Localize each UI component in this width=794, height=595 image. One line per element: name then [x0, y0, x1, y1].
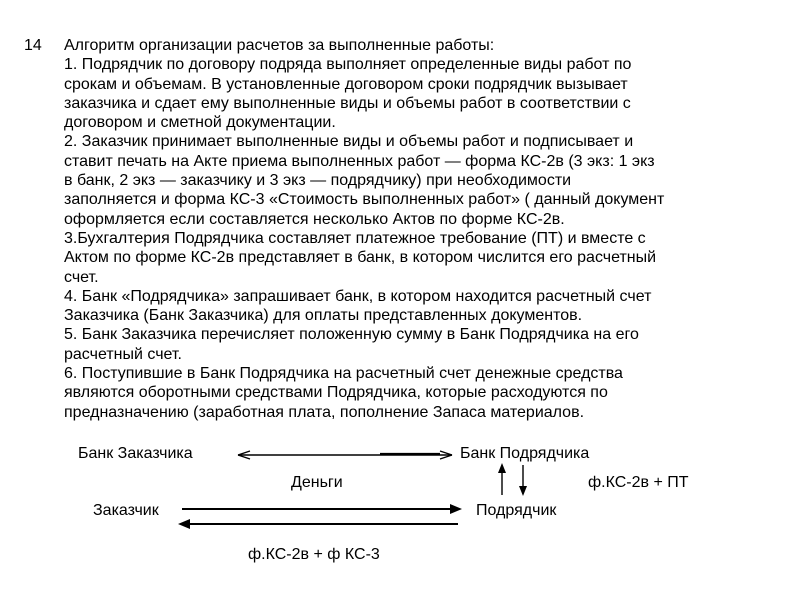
- customer-label: Заказчик: [93, 502, 159, 519]
- docs-to-bank-label: ф.КС-2в + ПТ: [588, 474, 689, 491]
- docs-to-customer-label: ф.КС-2в + ф КС-3: [248, 546, 380, 563]
- text-line: Алгоритм организации расчетов за выполненные работы:: [64, 37, 495, 54]
- customer-contractor-arrow-right: [182, 504, 462, 514]
- money-label: Деньги: [291, 474, 343, 491]
- bank-customer-label: Банк Заказчика: [78, 445, 193, 462]
- customer-contractor-arrow-left: [178, 519, 458, 529]
- text-line: 1. Подрядчик по договору подряда выполняет определенные виды работ по: [64, 56, 632, 74]
- text-line: оформляется если составляется несколько Актов по форме КС-2в.: [64, 210, 565, 228]
- text-line: договором и сметной документации.: [64, 114, 336, 132]
- text-line: срокам и объемам. В установленные договором сроки подрядчик вызывает: [64, 75, 628, 93]
- text-line: 6. Поступившие в Банк Подрядчика на расчетный счет денежные средства: [64, 365, 623, 383]
- slide-number: 14: [24, 37, 42, 54]
- text-line: 3.Бухгалтерия Подрядчика составляет платежное требование (ПТ) и вместе с: [64, 229, 646, 247]
- vertical-arrow-down: [519, 465, 527, 496]
- text-line: ставит печать на Акте приема выполненных работ — форма КС-2в (3 экз: 1 экз: [64, 152, 655, 170]
- text-line: счет.: [64, 268, 99, 286]
- text-line: 4. Банк «Подрядчика» запрашивает банк, в котором находится расчетный счет: [64, 287, 652, 305]
- text-line: расчетный счет.: [64, 345, 182, 363]
- text-line: Заказчика (Банк Заказчика) для оплаты представленных документов.: [64, 307, 583, 325]
- vertical-arrow-up: [498, 463, 506, 495]
- bank-contractor-label: Банк Подрядчика: [460, 445, 590, 462]
- text-line: заказчика и сдает ему выполненные виды и объемы работ в соответствии с: [64, 94, 631, 112]
- text-line: предназначению (заработная плата, пополнение Запаса материалов.: [64, 403, 585, 421]
- text-line: заполняется и форма КС-3 «Стоимость выполненных работ» ( данный документ: [64, 191, 665, 209]
- text-line: 5. Банк Заказчика перечисляет положенную сумму в Банк Подрядчика на его: [64, 326, 639, 344]
- text-line: являются оборотными средствами Подрядчика, которые расходуются по: [64, 384, 608, 402]
- text-line: в банк, 2 экз — заказчику и 3 экз — подрядчику) при необходимости: [64, 172, 572, 190]
- text-line: Актом по форме КС-2в представляет в банк, в котором числится его расчетный: [64, 249, 657, 267]
- contractor-label: Подрядчик: [476, 502, 557, 519]
- text-line: 2. Заказчик принимает выполненные виды и объемы работ и подписывает и: [64, 133, 634, 151]
